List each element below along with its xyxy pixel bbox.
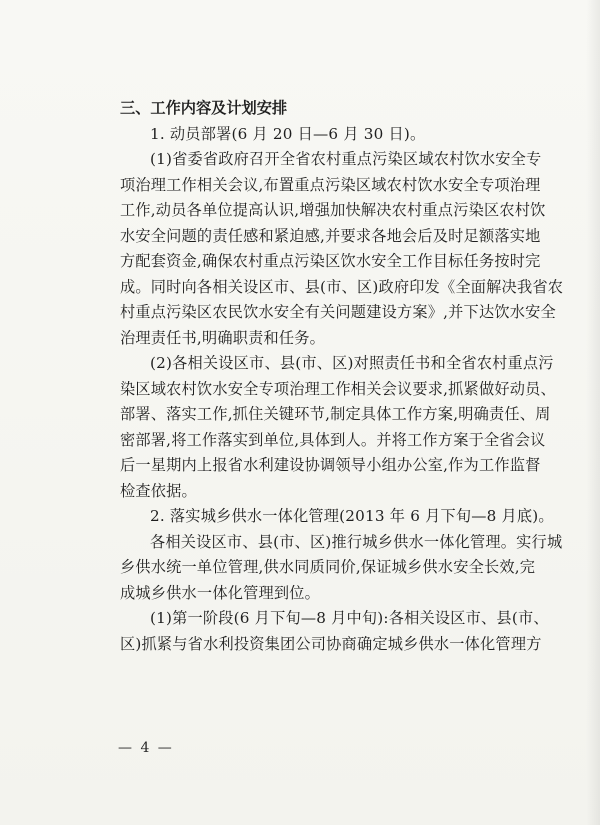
paragraph-2 [120, 351, 560, 504]
paragraph-line: 部署、落实工作,抓住关键环节,制定具体工作方案,明确责任、周 [120, 405, 551, 423]
paragraph-3 [120, 530, 563, 607]
paragraph-line: (1)省委省政府召开全省农村重点污染区域农村饮水安全专 [150, 150, 542, 168]
item-2-title: 2. 落实城乡供水一体化管理(2013 年 6 月下旬—8 月底)。 [150, 507, 554, 525]
item-1-title: 1. 动员部署(6 月 20 日—6 月 30 日)。 [150, 124, 426, 143]
paragraph-line: 项治理工作相关会议,布置重点污染区域农村饮水安全专项治理 [120, 175, 541, 194]
paragraph-line: 后一星期内上报省水利建设协调领导小组办公室,作为工作监督 [120, 456, 541, 474]
paragraph-line: 治理责任书,明确职责和任务。 [120, 328, 326, 347]
document-body [120, 96, 564, 657]
paragraph-line: 水安全问题的责任感和紧迫感,并要求各地会后及时足额落实地 [120, 226, 541, 245]
paragraph-line: 检查依据。 [120, 481, 197, 500]
paragraph-line: 密部署,将工作落实到单位,具体到人。并将工作方案于全省会议 [120, 430, 546, 449]
paragraph-1 [120, 147, 564, 351]
section-heading: 三、工作内容及计划安排 [120, 99, 288, 117]
page-number: — 4 — [118, 740, 174, 756]
paragraph-line: 成城乡供水一体化管理到位。 [120, 583, 321, 602]
paragraph-line: (2)各相关设区市、县(市、区)对照责任书和全省农村重点污 [150, 354, 554, 372]
paragraph-line: 染区域农村饮水安全专项治理工作相关会议要求,抓紧做好动员、 [120, 379, 556, 398]
paragraph-line: 成。同时向各相关设区市、县(市、区)政府印发《全面解决我省农 [120, 277, 564, 296]
paragraph-line: 方配套资金,确保农村重点污染区饮水安全工作目标任务按时完 [120, 252, 541, 270]
paragraph-line: 区)抓紧与省水利投资集团公司协商确定城乡供水一体化管理方 [120, 634, 542, 653]
paragraph-line: 各相关设区市、县(市、区)推行城乡供水一体化管理。实行城 [150, 532, 563, 551]
paragraph-line: 村重点污染区农民饮水安全有关问题建设方案》,并下达饮水安全 [120, 303, 556, 321]
paragraph-line: 乡供水统一单位管理,供水同质同价,保证城乡供水安全长效,完 [120, 558, 536, 576]
paragraph-4 [120, 606, 560, 657]
paragraph-line: 工作,动员各单位提高认识,增强加快解决农村重点污染区农村饮 [120, 201, 546, 219]
paragraph-line: (1)第一阶段(6 月下旬—8 月中旬):各相关设区市、县(市、 [150, 609, 549, 627]
scan-edge-shadow [586, 0, 600, 825]
